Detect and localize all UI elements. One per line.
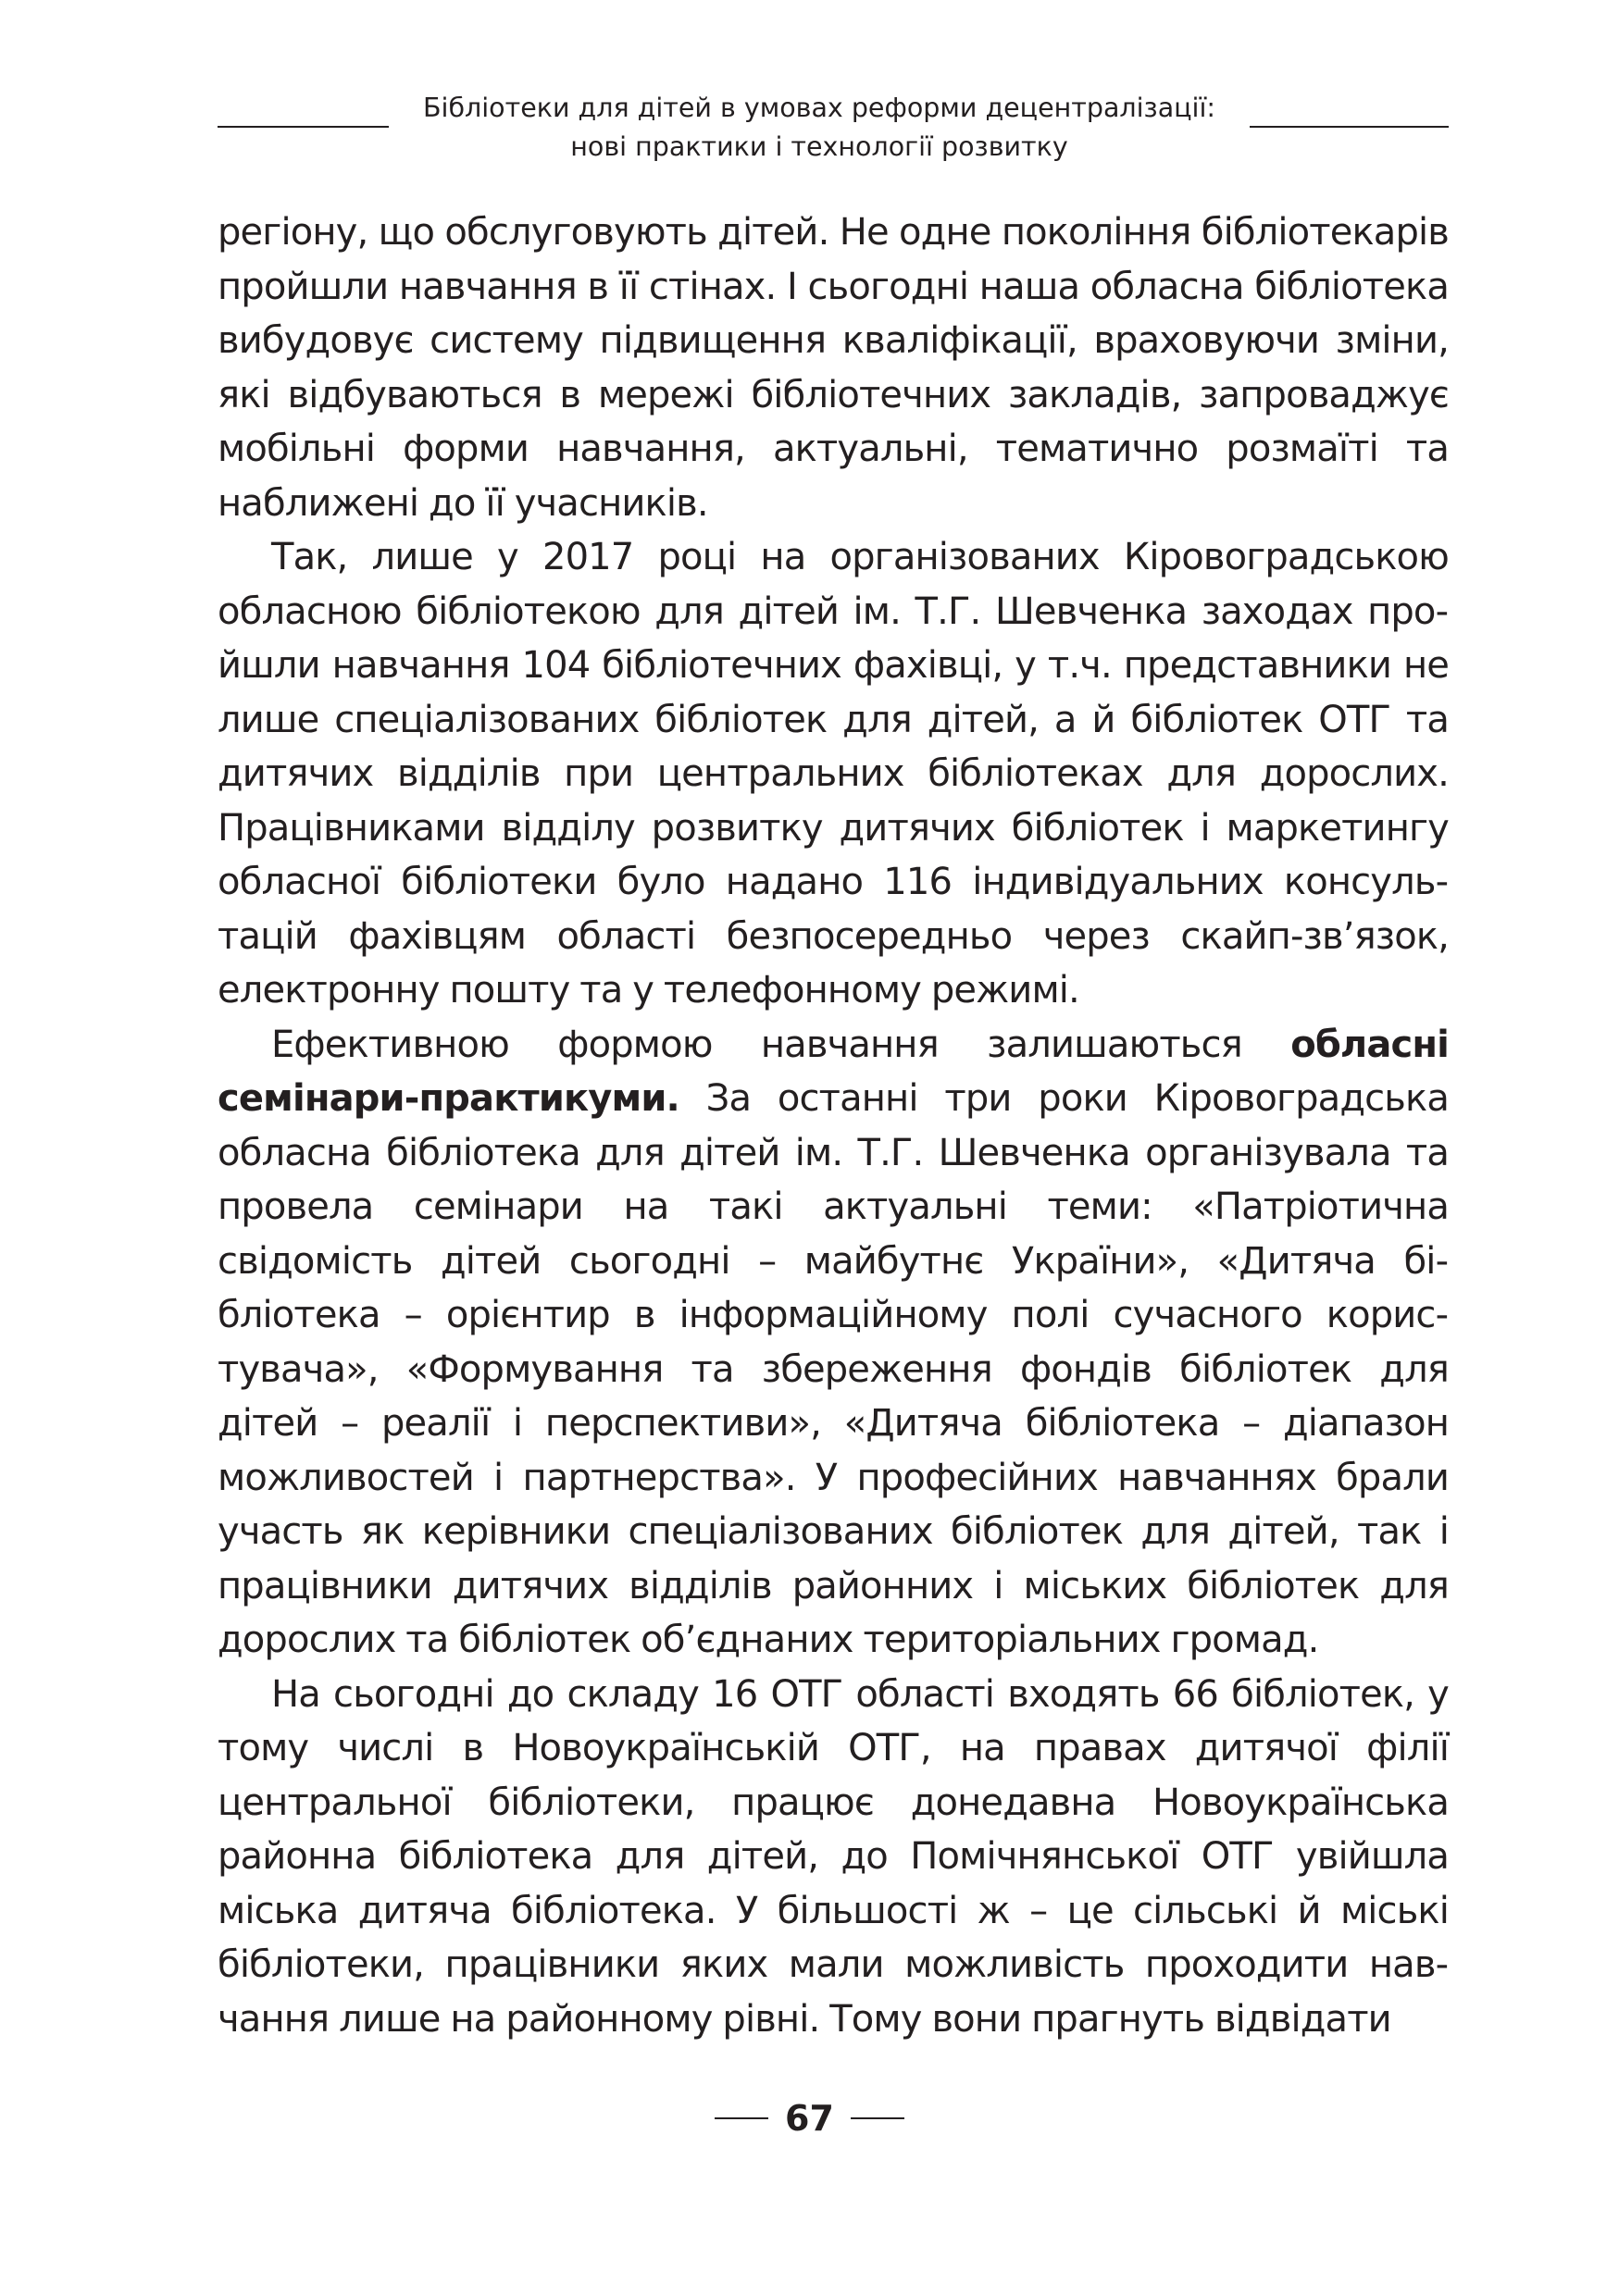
paragraph-3-lead: Ефективною формою навчання залишаються — [271, 1023, 1291, 1066]
header-title-line2: нові практики і технології розвитку — [570, 131, 1068, 162]
header-rule-right — [1250, 126, 1449, 128]
header-title — [389, 89, 1250, 167]
body-text — [218, 205, 1449, 2046]
footer-rule-right — [851, 2117, 904, 2119]
page-footer — [0, 2095, 1619, 2141]
footer-rule-left — [715, 2117, 768, 2119]
header-rule-left — [218, 126, 389, 128]
paragraph-3-bold-term: обласні семінари-практикуми. — [218, 1023, 1449, 1120]
header-title-line1: Бібліотеки для дітей в умовах реформи децентралізації: — [422, 93, 1216, 123]
paragraph-2: Так, лише у 2017 році на організованих Кіровоградською обласною бібліотекою для дітей ім. Т.Г. Шевченка заходах пройшли навчання 104 бібліотечних фахівці, у т.ч. представники не лише спеціалізованих бібліотек для дітей, а й бібліотек ОТГ та дитячих відділів при центральних бібліотеках для дорослих. Працівниками відділу розвитку дитячих бібліотек і маркетингу обласної бібліотеки було надано 116 індивідуальних консультацій фахівцям області безпосередньо через скайп-зв’язок, електронну пошту та у телефонному режимі. — [218, 536, 1449, 1011]
paragraph-3 — [218, 1018, 1449, 1668]
paragraph-4: На сьогодні до складу 16 ОТГ області входять 66 бібліотек, у тому числі в Новоукраїнській ОТГ, на правах дитячої філії центральної бібліотеки, працює донедавна Новоукраїнська районна бібліотека для дітей, до Помічнянської ОТГ увійшла міська дитяча бібліотека. У більшості ж – це сільські й міські бібліотеки, працівники яких мали можливість проходити навчання лише на районному рівні. Тому вони прагнуть відвідати — [218, 1672, 1449, 2041]
page-number: 67 — [785, 2098, 834, 2139]
paragraph-1: регіону, що обслуговують дітей. Не одне покоління бібліотекарів пройшли навчання в її стінах. І сьогодні наша обласна бібліотека вибудовує систему підвищення кваліфікації, враховуючи зміни, які відбуваються в мережі бібліотечних закладів, запроваджує мобільні форми навчання, актуальні, тематично розмаїті та наближені до її учасників. — [218, 211, 1449, 525]
paragraph-3-rest: За останні три роки Кіровоградська обласна бібліотека для дітей ім. Т.Г. Шевченка організувала та провела семінари на такі актуальні теми: «Патріотична свідомість дітей сьогодні – майбутнє України», «Дитяча бібліотека – орієнтир в інформаційному полі сучасного користувача», «Формування та збереження фондів бібліотек для дітей – реалії і перспективи», «Дитяча бібліотека – діапазон можливостей і партнерства». У професійних навчаннях брали участь як керівники спеціалізованих бібліотек для дітей, так і працівники дитячих відділів районних і міських бібліотек для дорослих та бібліотек об’єднаних територіальних громад. — [218, 1077, 1449, 1661]
running-header — [218, 89, 1449, 167]
